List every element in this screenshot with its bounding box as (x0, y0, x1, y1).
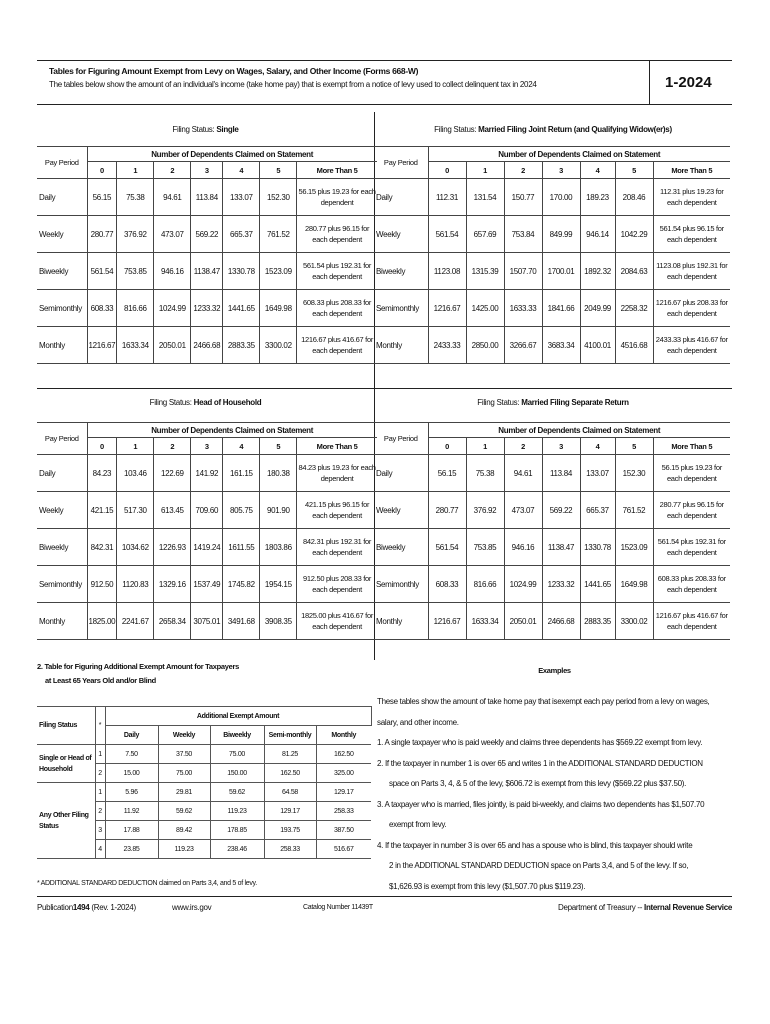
exempt-amount-cell: 561.54 (428, 216, 466, 253)
exempt-amount-cell: 1233.32 (191, 290, 223, 327)
exempt-amount-cell: 1138.47 (542, 529, 580, 566)
more-than-5-cell: 1825.00 plus 416.67 for each dependent (297, 603, 377, 640)
more-than-5-cell: 842.31 plus 192.31 for each dependent (297, 529, 377, 566)
more-than-5-cell: 608.33 plus 208.33 for each dependent (297, 290, 377, 327)
additional-amount-cell: 29.81 (158, 783, 210, 802)
exempt-amount-cell: 473.07 (504, 492, 542, 529)
pay-period-label: Weekly (37, 216, 87, 253)
exempt-amount-cell: 2883.35 (580, 603, 615, 640)
exempt-amount-cell: 3300.02 (260, 327, 297, 364)
exempt-amount-cell: 753.85 (117, 253, 154, 290)
additional-amount-cell: 162.50 (316, 745, 371, 764)
additional-amount-cell: 325.00 (316, 764, 371, 783)
dependents-col-4: 4 (580, 438, 615, 455)
additional-amount-cell: 7.50 (105, 745, 158, 764)
additional-amount-cell: 129.17 (316, 783, 371, 802)
exempt-amount-cell: 1825.00 (87, 603, 117, 640)
more-than-5-cell: 561.54 plus 192.31 for each dependent (297, 253, 377, 290)
example-line: $1,626.93 is exempt from this levy ($1,507.70 plus $119.23). (389, 881, 586, 891)
dependents-col-3: 3 (191, 438, 223, 455)
exempt-amount-cell: 3266.67 (504, 327, 542, 364)
additional-amount-cell: 11.92 (105, 802, 158, 821)
pay-period-label: Biweekly (37, 253, 87, 290)
additional-amount-cell: 75.00 (158, 764, 210, 783)
exempt-amount-cell: 816.66 (466, 566, 504, 603)
exempt-amount-cell: 608.33 (428, 566, 466, 603)
table-row (37, 327, 377, 364)
dependents-col-2: 2 (154, 162, 191, 179)
additional-amount-cell: 64.58 (264, 783, 316, 802)
exempt-amount-cell: 946.16 (504, 529, 542, 566)
exempt-amount-cell: 56.15 (428, 455, 466, 492)
count-cell: 2 (95, 764, 105, 783)
table-row (37, 290, 377, 327)
exempt-amount-cell: 2883.35 (223, 327, 260, 364)
additional-exempt-table (37, 706, 372, 859)
additional-amount-cell: 5.96 (105, 783, 158, 802)
exempt-amount-cell: 1745.82 (223, 566, 260, 603)
exempt-amount-cell: 280.77 (87, 216, 117, 253)
exempt-amount-cell: 1537.49 (191, 566, 223, 603)
exempt-amount-cell: 1633.34 (117, 327, 154, 364)
more-than-5-cell: 561.54 plus 192.31 for each dependent (653, 529, 730, 566)
pay-period-label: Semimonthly (37, 566, 87, 603)
table-row (37, 566, 377, 603)
exempt-amount-cell: 3908.35 (260, 603, 297, 640)
dependents-col-5: 5 (615, 162, 653, 179)
exempt-amount-cell: 1954.15 (260, 566, 297, 603)
exempt-amount-cell: 1633.33 (504, 290, 542, 327)
dependents-col-0: 0 (87, 162, 117, 179)
exempt-amount-cell: 1329.16 (154, 566, 191, 603)
table-row (374, 455, 730, 492)
additional-amount-cell: 129.17 (264, 802, 316, 821)
exempt-amount-cell: 56.15 (87, 179, 117, 216)
pay-period-label: Daily (37, 179, 87, 216)
exempt-amount-cell: 141.92 (191, 455, 223, 492)
exempt-amount-cell: 946.14 (580, 216, 615, 253)
exempt-amount-cell: 608.33 (87, 290, 117, 327)
document-page (37, 60, 732, 920)
exempt-amount-cell: 1216.67 (428, 603, 466, 640)
more-than-5-cell: 1216.67 plus 416.67 for each dependent (297, 327, 377, 364)
exempt-amount-cell: 569.22 (191, 216, 223, 253)
irs-website-link[interactable]: www.irs.gov (172, 903, 212, 912)
pay-period-label: Semimonthly (374, 566, 428, 603)
additional-amount-cell: 238.46 (210, 840, 264, 859)
exempt-amount-cell: 761.52 (615, 492, 653, 529)
additional-amount-cell: 59.62 (158, 802, 210, 821)
table-row (37, 603, 377, 640)
exempt-amount-cell: 75.38 (117, 179, 154, 216)
filing-status-separate: Filing Status: Married Filing Separate Return (477, 398, 629, 407)
dependents-col-4: 4 (223, 438, 260, 455)
additional-amount-cell: 193.75 (264, 821, 316, 840)
exempt-amount-cell: 1330.78 (223, 253, 260, 290)
exempt-amount-cell: 1330.78 (580, 529, 615, 566)
additional-amount-cell: 162.50 (264, 764, 316, 783)
additional-amount-cell: 258.33 (264, 840, 316, 859)
more-than-5-cell: 608.33 plus 208.33 for each dependent (653, 566, 730, 603)
exempt-amount-cell: 1226.93 (154, 529, 191, 566)
exempt-amount-cell: 376.92 (466, 492, 504, 529)
example-line: 2 in the ADDITIONAL STANDARD DEDUCTION space on Parts 3,4, and 5 of the levy. If so, (389, 861, 689, 870)
pay-period-label: Monthly (37, 603, 87, 640)
exempt-amount-cell: 1441.65 (580, 566, 615, 603)
exempt-amount-cell: 152.30 (260, 179, 297, 216)
more-than-5-cell: 280.77 plus 96.15 for each dependent (653, 492, 730, 529)
count-cell: 3 (95, 821, 105, 840)
exempt-amount-cell: 1523.09 (615, 529, 653, 566)
dependents-header: Number of Dependents Claimed on Statement (428, 423, 730, 438)
dependents-header: Number of Dependents Claimed on Statement (87, 423, 377, 438)
more-than-5-cell: 56.15 plus 19.23 for each dependent (297, 179, 377, 216)
exempt-amount-cell: 133.07 (223, 179, 260, 216)
pay-period-label: Semimonthly (374, 290, 428, 327)
additional-deduction-note: * ADDITIONAL STANDARD DEDUCTION claimed on Parts 3,4, and 5 of levy. (37, 880, 257, 887)
table-row (37, 529, 377, 566)
table-row (374, 492, 730, 529)
additional-exempt-header: Additional Exempt Amount (105, 707, 371, 726)
table-row (374, 290, 730, 327)
exempt-amount-cell: 569.22 (542, 492, 580, 529)
additional-amount-cell: 178.85 (210, 821, 264, 840)
exempt-amount-cell: 709.60 (191, 492, 223, 529)
dependents-col-3: 3 (542, 438, 580, 455)
exempt-amount-cell: 1441.65 (223, 290, 260, 327)
exempt-amount-cell: 912.50 (87, 566, 117, 603)
example-line: salary, and other income. (377, 717, 459, 727)
more-than-5-cell: 280.77 plus 96.15 for each dependent (297, 216, 377, 253)
additional-amount-cell: 89.42 (158, 821, 210, 840)
example-line: exempt from levy. (389, 820, 447, 829)
dependents-col-2: 2 (154, 438, 191, 455)
dependents-col-1: 1 (117, 438, 154, 455)
col-semimonthly: Semi-monthly (264, 726, 316, 745)
exempt-amount-cell: 1034.62 (117, 529, 154, 566)
dependents-col-0: 0 (428, 162, 466, 179)
exempt-amount-cell: 1138.47 (191, 253, 223, 290)
exempt-amount-cell: 1042.29 (615, 216, 653, 253)
exempt-amount-cell: 2466.68 (542, 603, 580, 640)
exempt-amount-cell: 1425.00 (466, 290, 504, 327)
additional-amount-cell: 150.00 (210, 764, 264, 783)
dependents-col-2: 2 (504, 438, 542, 455)
exempt-amount-cell: 1841.66 (542, 290, 580, 327)
exempt-amount-cell: 665.37 (580, 492, 615, 529)
more-than-5-cell: 2433.33 plus 416.67 for each dependent (653, 327, 730, 364)
dependents-col-3: 3 (191, 162, 223, 179)
exempt-amount-cell: 1700.01 (542, 253, 580, 290)
exempt-amount-cell: 2850.00 (466, 327, 504, 364)
form-number: 1-2024 (665, 74, 712, 91)
exempt-amount-cell: 842.31 (87, 529, 117, 566)
exempt-amount-cell: 152.30 (615, 455, 653, 492)
exempt-amount-cell: 170.00 (542, 179, 580, 216)
count-cell: 2 (95, 802, 105, 821)
dependents-col-5: 5 (260, 162, 297, 179)
exempt-amount-cell: 2433.33 (428, 327, 466, 364)
count-cell: 4 (95, 840, 105, 859)
exempt-amount-cell: 180.38 (260, 455, 297, 492)
pay-period-label: Weekly (37, 492, 87, 529)
exempt-amount-cell: 94.61 (504, 455, 542, 492)
additional-amount-cell: 387.50 (316, 821, 371, 840)
exempt-amount-cell: 946.16 (154, 253, 191, 290)
table-row (37, 216, 377, 253)
dependents-col-1: 1 (466, 438, 504, 455)
exempt-amount-cell: 1315.39 (466, 253, 504, 290)
example-line: space on Parts 3, 4, & 5 of the levy, $606.72 is exempt from this levy ($569.22 plus $37.50). (389, 779, 687, 788)
exempt-amount-cell: 3683.34 (542, 327, 580, 364)
exempt-amount-cell: 2050.01 (504, 603, 542, 640)
exempt-amount-cell: 1523.09 (260, 253, 297, 290)
exempt-amount-cell: 150.77 (504, 179, 542, 216)
more-than-5-cell: 421.15 plus 96.15 for each dependent (297, 492, 377, 529)
exempt-amount-cell: 421.15 (87, 492, 117, 529)
table-row (374, 253, 730, 290)
example-line: 4. If the taxpayer in number 3 is over 65 and has a spouse who is blind, this taxpayer should write (377, 840, 693, 850)
section2-title: 2. Table for Figuring Additional Exempt Amount for Taxpayers at Least 65 Years Old and/or Blind (37, 662, 240, 685)
additional-amount-cell: 23.85 (105, 840, 158, 859)
table-row (374, 603, 730, 640)
pay-period-header: Pay Period (374, 423, 428, 455)
example-line: These tables show the amount of take home pay that isexempt each pay period from a levy on wages, (377, 697, 710, 706)
exempt-amount-cell: 1024.99 (154, 290, 191, 327)
dependents-col-2: 2 (504, 162, 542, 179)
exempt-amount-cell: 1892.32 (580, 253, 615, 290)
department-name: Department of Treasury -- Internal Revenue Service (558, 903, 732, 912)
exempt-amount-cell: 4100.01 (580, 327, 615, 364)
count-cell: 1 (95, 745, 105, 764)
exempt-amount-cell: 561.54 (428, 529, 466, 566)
col-weekly: Weekly (158, 726, 210, 745)
exempt-amount-cell: 1216.67 (87, 327, 117, 364)
exempt-amount-cell: 376.92 (117, 216, 154, 253)
exempt-amount-cell: 133.07 (580, 455, 615, 492)
asterisk-header: * (95, 707, 105, 745)
table-row (37, 492, 377, 529)
dependents-header: Number of Dependents Claimed on Statement (428, 147, 730, 162)
exempt-amount-cell: 3491.68 (223, 603, 260, 640)
exempt-amount-cell: 473.07 (154, 216, 191, 253)
exempt-amount-cell: 665.37 (223, 216, 260, 253)
more-than-5-cell: 561.54 plus 96.15 for each dependent (653, 216, 730, 253)
pay-period-label: Weekly (374, 492, 428, 529)
exempt-amount-cell: 84.23 (87, 455, 117, 492)
more-than-5-cell: 912.50 plus 208.33 for each dependent (297, 566, 377, 603)
example-line: 1. A single taxpayer who is paid weekly and claims three dependents has $569.22 exempt from levy. (377, 738, 703, 747)
exempt-amount-cell: 112.31 (428, 179, 466, 216)
example-line: 3. A taxpayer who is married, files jointly, is paid bi-weekly, and claims two dependents has $1,507.70 (377, 799, 705, 809)
more-than-5-cell: 1216.67 plus 416.67 for each dependent (653, 603, 730, 640)
more-than-5-cell: 112.31 plus 19.23 for each dependent (653, 179, 730, 216)
additional-amount-cell: 258.33 (316, 802, 371, 821)
more-than-5-cell: 56.15 plus 19.23 for each dependent (653, 455, 730, 492)
exempt-amount-cell: 75.38 (466, 455, 504, 492)
table-row (374, 216, 730, 253)
pay-period-label: Semimonthly (37, 290, 87, 327)
additional-amount-cell: 516.67 (316, 840, 371, 859)
table-row (374, 529, 730, 566)
exempt-amount-cell: 753.84 (504, 216, 542, 253)
exempt-amount-cell: 849.99 (542, 216, 580, 253)
filing-status-group: Single or Head of Household (37, 745, 95, 783)
exempt-amount-cell: 517.30 (117, 492, 154, 529)
col-daily: Daily (105, 726, 158, 745)
exempt-amount-cell: 113.84 (542, 455, 580, 492)
exempt-amount-cell: 2658.34 (154, 603, 191, 640)
additional-amount-cell: 119.23 (210, 802, 264, 821)
exempt-amount-cell: 3075.01 (191, 603, 223, 640)
table-row (37, 783, 371, 802)
exempt-amount-cell: 189.23 (580, 179, 615, 216)
document-title: Tables for Figuring Amount Exempt from Levy on Wages, Salary, and Other Income (Forms 668-W) (49, 66, 419, 76)
more-than-5-cell: 1123.08 plus 192.31 for each dependent (653, 253, 730, 290)
exempt-amount-cell: 2049.99 (580, 290, 615, 327)
exempt-amount-cell: 2050.01 (154, 327, 191, 364)
additional-amount-cell: 59.62 (210, 783, 264, 802)
exempt-amount-cell: 208.46 (615, 179, 653, 216)
pay-period-label: Biweekly (374, 253, 428, 290)
dependents-col-6: More Than 5 (653, 162, 730, 179)
table-row (374, 566, 730, 603)
table-row (37, 253, 377, 290)
dependents-header: Number of Dependents Claimed on Statement (87, 147, 377, 162)
exempt-amount-cell: 3300.02 (615, 603, 653, 640)
table-row (37, 745, 371, 764)
exempt-amount-cell: 2258.32 (615, 290, 653, 327)
exempt-amount-cell: 1649.98 (615, 566, 653, 603)
exempt-amount-cell: 122.69 (154, 455, 191, 492)
pay-period-header: Pay Period (374, 147, 428, 179)
additional-amount-cell: 17.88 (105, 821, 158, 840)
exempt-amount-cell: 901.90 (260, 492, 297, 529)
examples-title: Examples (538, 666, 571, 675)
pay-period-label: Daily (374, 455, 428, 492)
additional-amount-cell: 37.50 (158, 745, 210, 764)
exempt-amount-cell: 1233.32 (542, 566, 580, 603)
dependents-col-4: 4 (223, 162, 260, 179)
examples-text (377, 692, 732, 897)
pay-period-header: Pay Period (37, 147, 87, 179)
exempt-amount-cell: 2466.68 (191, 327, 223, 364)
pay-period-label: Monthly (374, 603, 428, 640)
col-biweekly: Biweekly (210, 726, 264, 745)
exempt-amount-cell: 1123.08 (428, 253, 466, 290)
exempt-amount-cell: 613.45 (154, 492, 191, 529)
exempt-amount-cell: 1024.99 (504, 566, 542, 603)
table-row (374, 179, 730, 216)
col-monthly: Monthly (316, 726, 371, 745)
exempt-amount-cell: 1611.55 (223, 529, 260, 566)
dependents-col-5: 5 (260, 438, 297, 455)
additional-amount-cell: 15.00 (105, 764, 158, 783)
exempt-amount-cell: 805.75 (223, 492, 260, 529)
filing-status-single: Filing Status: Single (172, 125, 239, 134)
exempt-amount-cell: 816.66 (117, 290, 154, 327)
dependents-col-1: 1 (466, 162, 504, 179)
exempt-amount-cell: 161.15 (223, 455, 260, 492)
dependents-col-6: More Than 5 (653, 438, 730, 455)
exempt-amount-cell: 131.54 (466, 179, 504, 216)
table-row (374, 327, 730, 364)
document-subtitle: The tables below show the amount of an individual's income (take home pay) that is exempt from a notice of levy used to collect delinquent tax in 2024 (49, 80, 537, 89)
exempt-amount-cell: 280.77 (428, 492, 466, 529)
exempt-amount-cell: 4516.68 (615, 327, 653, 364)
dependents-col-3: 3 (542, 162, 580, 179)
filing-status-hoh: Filing Status: Head of Household (149, 398, 262, 407)
additional-amount-cell: 81.25 (264, 745, 316, 764)
pay-period-header: Pay Period (37, 423, 87, 455)
exempt-amount-cell: 753.85 (466, 529, 504, 566)
filing-status-joint: Filing Status: Married Filing Joint Return (and Qualifying Widow(er)s) (434, 125, 672, 134)
example-line: 2. If the taxpayer in number 1 is over 65 and writes 1 in the ADDITIONAL STANDARD DEDUCTION (377, 758, 703, 768)
exempt-amount-cell: 94.61 (154, 179, 191, 216)
exempt-amount-cell: 657.69 (466, 216, 504, 253)
more-than-5-cell: 84.23 plus 19.23 for each dependent (297, 455, 377, 492)
dependents-col-1: 1 (117, 162, 154, 179)
dependents-col-4: 4 (580, 162, 615, 179)
filing-status-header: Filing Status (37, 707, 95, 745)
pay-period-label: Daily (374, 179, 428, 216)
dependents-col-5: 5 (615, 438, 653, 455)
dependents-col-0: 0 (87, 438, 117, 455)
table-row (37, 179, 377, 216)
exempt-amount-cell: 1649.98 (260, 290, 297, 327)
table-row (37, 455, 377, 492)
exempt-amount-cell: 2241.67 (117, 603, 154, 640)
count-cell: 1 (95, 783, 105, 802)
pay-period-label: Biweekly (37, 529, 87, 566)
dependents-col-0: 0 (428, 438, 466, 455)
catalog-number: Catalog Number 11439T (303, 904, 373, 911)
pay-period-label: Monthly (374, 327, 428, 364)
exempt-amount-cell: 113.84 (191, 179, 223, 216)
exempt-amount-cell: 1120.83 (117, 566, 154, 603)
publication-info: Publication1494 (Rev. 1-2024) (37, 903, 136, 912)
filing-status-group: Any Other Filing Status (37, 783, 95, 859)
more-than-5-cell: 1216.67 plus 208.33 for each dependent (653, 290, 730, 327)
exempt-amount-cell: 1803.86 (260, 529, 297, 566)
exempt-amount-cell: 1216.67 (428, 290, 466, 327)
exempt-amount-cell: 1633.34 (466, 603, 504, 640)
exempt-amount-cell: 561.54 (87, 253, 117, 290)
exempt-amount-cell: 1507.70 (504, 253, 542, 290)
pay-period-label: Weekly (374, 216, 428, 253)
pay-period-label: Monthly (37, 327, 87, 364)
exempt-amount-cell: 103.46 (117, 455, 154, 492)
additional-amount-cell: 75.00 (210, 745, 264, 764)
additional-amount-cell: 119.23 (158, 840, 210, 859)
exempt-amount-cell: 2084.63 (615, 253, 653, 290)
dependents-col-6: More Than 5 (297, 162, 377, 179)
pay-period-label: Daily (37, 455, 87, 492)
exempt-amount-cell: 761.52 (260, 216, 297, 253)
exempt-amount-cell: 1419.24 (191, 529, 223, 566)
pay-period-label: Biweekly (374, 529, 428, 566)
dependents-col-6: More Than 5 (297, 438, 377, 455)
